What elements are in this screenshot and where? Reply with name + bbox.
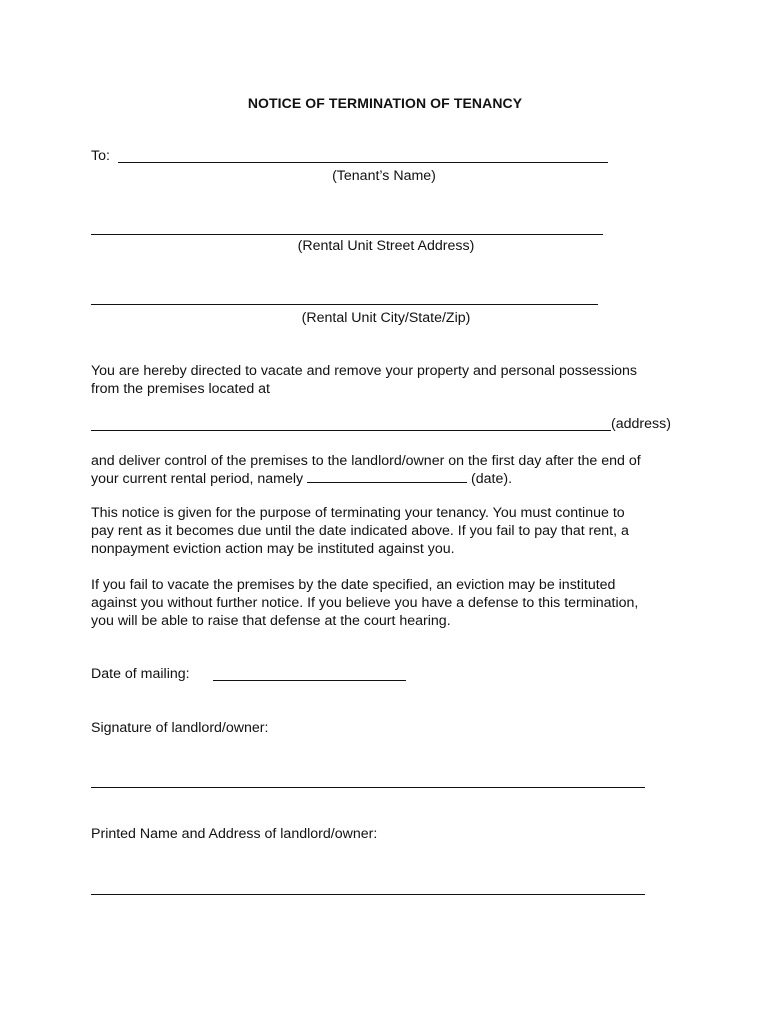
paragraph-deliver-line2 xyxy=(91,469,691,488)
termination-date-field[interactable] xyxy=(307,469,467,483)
document-title: NOTICE OF TERMINATION OF TENANCY xyxy=(247,95,523,111)
signature-label: Signature of landlord/owner: xyxy=(91,720,269,736)
paragraph-deliver-line1: and deliver control of the premises to the landlord/owner on the first day after the end of xyxy=(91,453,641,469)
paragraph-vacate-line2: from the premises located at xyxy=(91,381,270,397)
paragraph-eviction-line2: against you without further notice. If you believe you have a defense to this termination, xyxy=(91,595,639,611)
paragraph-purpose-line3: nonpayment eviction action may be instituted against you. xyxy=(91,541,455,557)
paragraph-eviction-line1: If you fail to vacate the premises by the date specified, an eviction may be instituted xyxy=(91,577,616,593)
printed-name-address-field[interactable] xyxy=(91,894,645,895)
street-address-field[interactable] xyxy=(91,234,603,235)
city-state-zip-field[interactable] xyxy=(91,304,598,305)
date-suffix: (date). xyxy=(467,471,513,487)
paragraph-eviction-line3: you will be able to raise that defense at the court hearing. xyxy=(91,613,451,629)
printed-name-label: Printed Name and Address of landlord/owner: xyxy=(91,826,378,842)
date-of-mailing-label: Date of mailing: xyxy=(91,666,190,682)
address-suffix: (address) xyxy=(611,416,671,432)
paragraph-vacate-line1: You are hereby directed to vacate and remove your property and personal possessions xyxy=(91,363,638,379)
date-of-mailing-field[interactable] xyxy=(213,680,406,681)
premises-address-field[interactable] xyxy=(91,430,611,431)
signature-field[interactable] xyxy=(91,787,645,788)
tenant-name-field[interactable] xyxy=(118,162,608,163)
paragraph-purpose-line1: This notice is given for the purpose of terminating your tenancy. You must continue to xyxy=(91,505,625,521)
city-state-zip-caption: (Rental Unit City/State/Zip) xyxy=(301,310,471,326)
paragraph-deliver-prefix: your current rental period, namely xyxy=(91,471,308,487)
to-label: To: xyxy=(91,148,110,164)
tenant-name-caption: (Tenant’s Name) xyxy=(332,168,436,184)
paragraph-purpose-line2: pay rent as it becomes due until the date indicated above. If you fail to pay that rent, a xyxy=(91,523,629,539)
street-address-caption: (Rental Unit Street Address) xyxy=(297,238,475,254)
